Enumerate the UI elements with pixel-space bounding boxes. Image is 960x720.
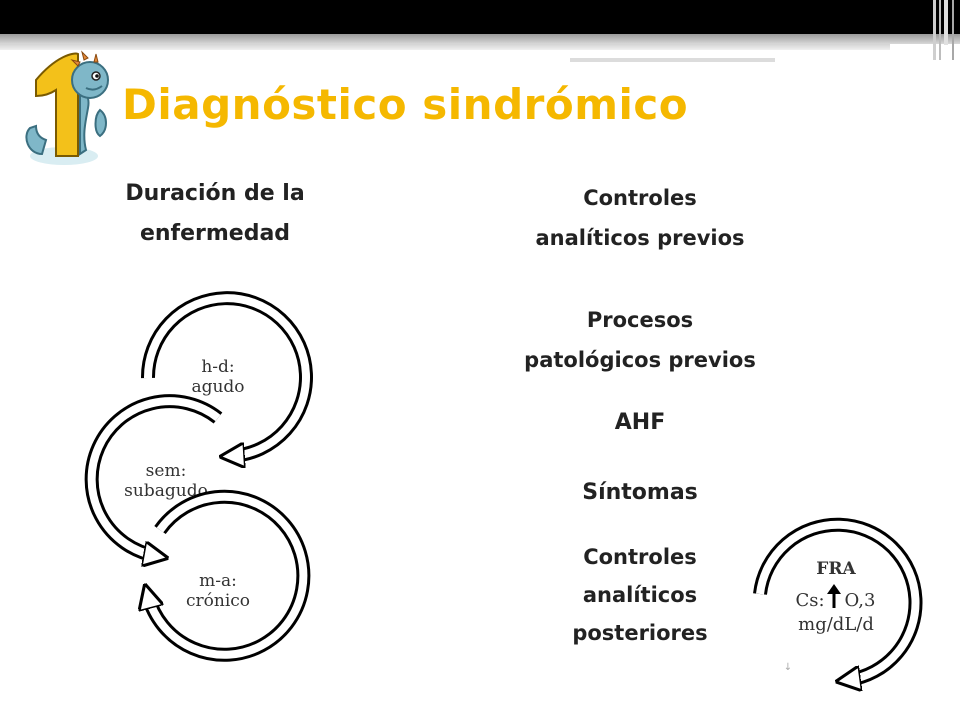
controles-posteriores-line1: Controles (583, 545, 697, 569)
procesos-line2: patológicos previos (524, 348, 756, 372)
controles-previos-line1: Controles (583, 186, 697, 210)
cycle-label-agudo-line2: agudo (191, 377, 245, 397)
ahf-heading: AHF (614, 410, 666, 435)
cycle-label-cronico-line2: crónico (185, 591, 251, 611)
fra-cs-label: Cs: (795, 590, 825, 611)
procesos-line1: Procesos (586, 308, 694, 332)
slide-title: Diagnóstico sindrómico (122, 80, 689, 129)
small-down-arrow-icon: ↓ (783, 662, 793, 673)
fra-title: FRA (816, 559, 856, 579)
fra-cs-value: O,3 (844, 590, 876, 611)
cycle-label-agudo-line1: h-d: (201, 357, 235, 377)
cycle-label-subagudo-line2: subagudo (124, 481, 208, 501)
cycle-label-cronico-line1: m-a: (199, 571, 237, 591)
sintomas-heading: Síntomas (582, 480, 698, 505)
fra-unit: mg/dL/d (798, 614, 874, 635)
cycle-label-subagudo-line1: sem: (145, 461, 187, 481)
controles-posteriores-line3: posteriores (572, 621, 708, 645)
duration-heading-line1: Duración de la (125, 181, 305, 206)
controles-posteriores-line2: analíticos (582, 583, 698, 607)
duration-heading-line2: enfermedad (139, 221, 291, 246)
controles-previos-line2: analíticos previos (535, 226, 745, 250)
up-arrow-icon (827, 584, 841, 608)
fra-cycle-arrow (760, 525, 916, 680)
